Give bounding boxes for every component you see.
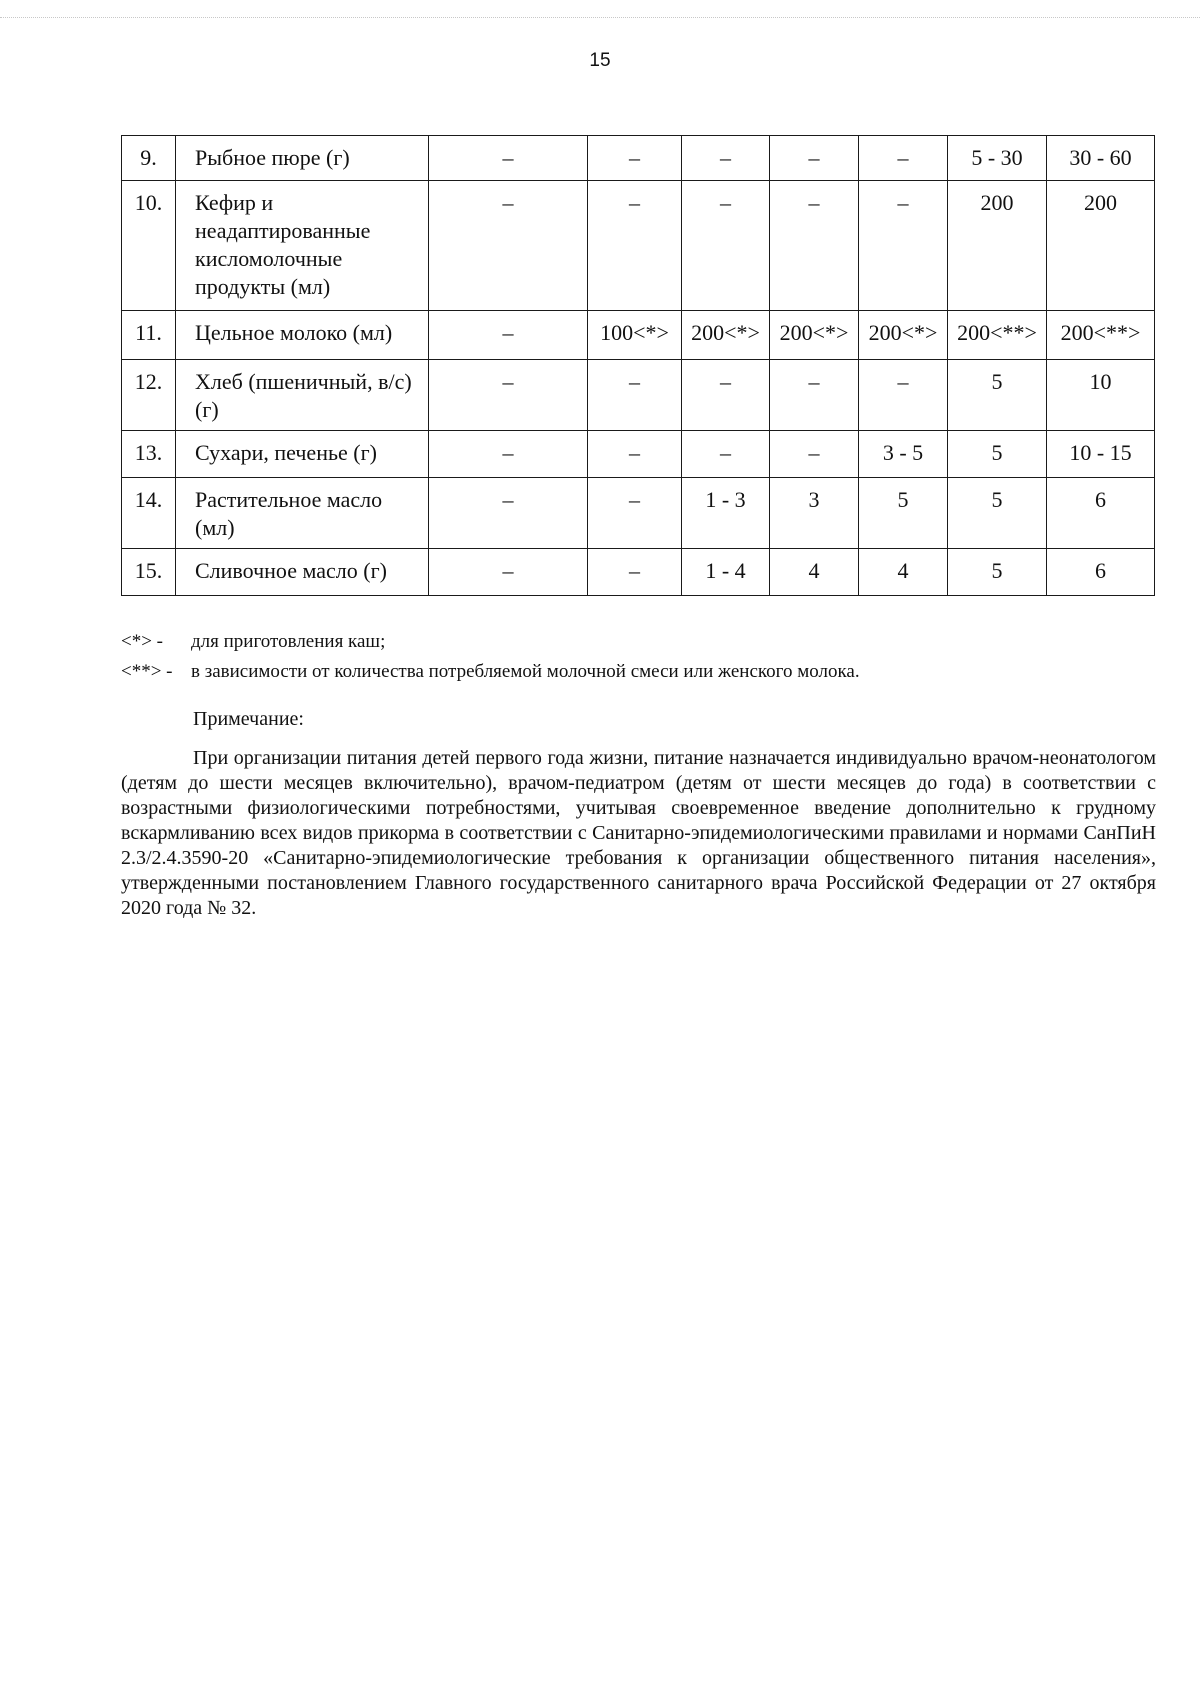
table-cell: – (682, 431, 770, 478)
table-cell: – (588, 360, 682, 431)
table-cell: 3 - 5 (859, 431, 948, 478)
table-cell: – (770, 431, 859, 478)
table-row (122, 431, 1155, 478)
table-row (122, 311, 1155, 360)
table-cell: – (859, 136, 948, 181)
row-number: 13. (122, 431, 176, 478)
table-cell: 6 (1047, 549, 1155, 596)
table-cell: – (770, 181, 859, 311)
table-cell: 5 (948, 478, 1047, 549)
product-name: Сухари, печенье (г) (176, 431, 429, 478)
table-cell: – (682, 136, 770, 181)
table-cell: – (770, 360, 859, 431)
table-cell: – (429, 431, 588, 478)
table-cell: 200<**> (1047, 311, 1155, 360)
table-cell: 4 (770, 549, 859, 596)
product-name: Хлеб (пшеничный, в/с) (г) (176, 360, 429, 431)
table-cell: – (588, 431, 682, 478)
table-cell: – (588, 181, 682, 311)
table-cell: – (859, 181, 948, 311)
table-cell: – (682, 360, 770, 431)
row-number: 12. (122, 360, 176, 431)
table-row (122, 478, 1155, 549)
table-cell: 200<*> (682, 311, 770, 360)
table-cell: 100<*> (588, 311, 682, 360)
footnote-text: для приготовления каш; (191, 631, 386, 652)
table-row (122, 136, 1155, 181)
table-cell: 6 (1047, 478, 1155, 549)
table-cell: 1 - 3 (682, 478, 770, 549)
table-cell: 200<*> (859, 311, 948, 360)
product-name: Кефир и неадаптированные кисломолочные продукты (мл) (176, 181, 429, 311)
product-name: Рыбное пюре (г) (176, 136, 429, 181)
table-cell: – (588, 549, 682, 596)
row-number: 11. (122, 311, 176, 360)
table-cell: 5 (948, 360, 1047, 431)
table-cell: 3 (770, 478, 859, 549)
table-cell: 4 (859, 549, 948, 596)
nutrition-norms-table (121, 135, 1155, 596)
table-cell: – (429, 181, 588, 311)
table-cell: 1 - 4 (682, 549, 770, 596)
table-cell: – (429, 311, 588, 360)
table-cell: 5 (948, 549, 1047, 596)
table-cell: 10 (1047, 360, 1155, 431)
product-name: Растительное масло (мл) (176, 478, 429, 549)
table-cell: 5 (948, 431, 1047, 478)
row-number: 14. (122, 478, 176, 549)
table-cell: – (770, 136, 859, 181)
footnote (121, 627, 1161, 657)
table-row (122, 549, 1155, 596)
footnote-mark: <**> - (121, 661, 173, 682)
footnotes (121, 627, 1161, 687)
product-name: Сливочное масло (г) (176, 549, 429, 596)
table-cell: – (588, 478, 682, 549)
table-cell: 5 (859, 478, 948, 549)
table-cell: 30 - 60 (1047, 136, 1155, 181)
footnote (121, 657, 1161, 687)
table-cell: 5 - 30 (948, 136, 1047, 181)
table-cell: – (429, 360, 588, 431)
page-number: 15 (589, 50, 611, 71)
row-number: 10. (122, 181, 176, 311)
table-row (122, 360, 1155, 431)
note-title: Примечание: (193, 708, 304, 730)
table-cell: 10 - 15 (1047, 431, 1155, 478)
table-cell: – (588, 136, 682, 181)
table-cell: – (429, 478, 588, 549)
table-cell: 200 (1047, 181, 1155, 311)
table-cell: 200<**> (948, 311, 1047, 360)
table-cell: 200 (948, 181, 1047, 311)
table-cell: 200<*> (770, 311, 859, 360)
footnote-mark: <*> - (121, 631, 164, 652)
row-number: 9. (122, 136, 176, 181)
table-cell: – (429, 549, 588, 596)
row-number: 15. (122, 549, 176, 596)
table-row (122, 181, 1155, 311)
footnote-text: в зависимости от количества потребляемой молочной смеси или женского молока. (191, 661, 860, 682)
product-name: Цельное молоко (мл) (176, 311, 429, 360)
table-cell: – (859, 360, 948, 431)
table-cell: – (429, 136, 588, 181)
table-cell: – (682, 181, 770, 311)
note-body: При организации питания детей первого года жизни, питание назначается индивидуально врачом-неонатологом (детям до шести месяцев включительно), врачом-педиатром (детям от шести месяцев до года) в соответствии с возрастными физиологическими потребностями, учитывая своевременное введение дополнительно к грудному вскармливанию всех видов прикорма в соответствии с Санитарно-эпидемиологическими правилами и нормами СанПиН 2.3/2.4.3590-20 «Санитарно-эпидемиологические требования к организации общественного питания населения», утвержденными постановлением Главного государственного санитарного врача Российской Федерации от 27 октября 2020 года № 32. (121, 747, 1156, 919)
scan-top-rule (0, 17, 1200, 18)
